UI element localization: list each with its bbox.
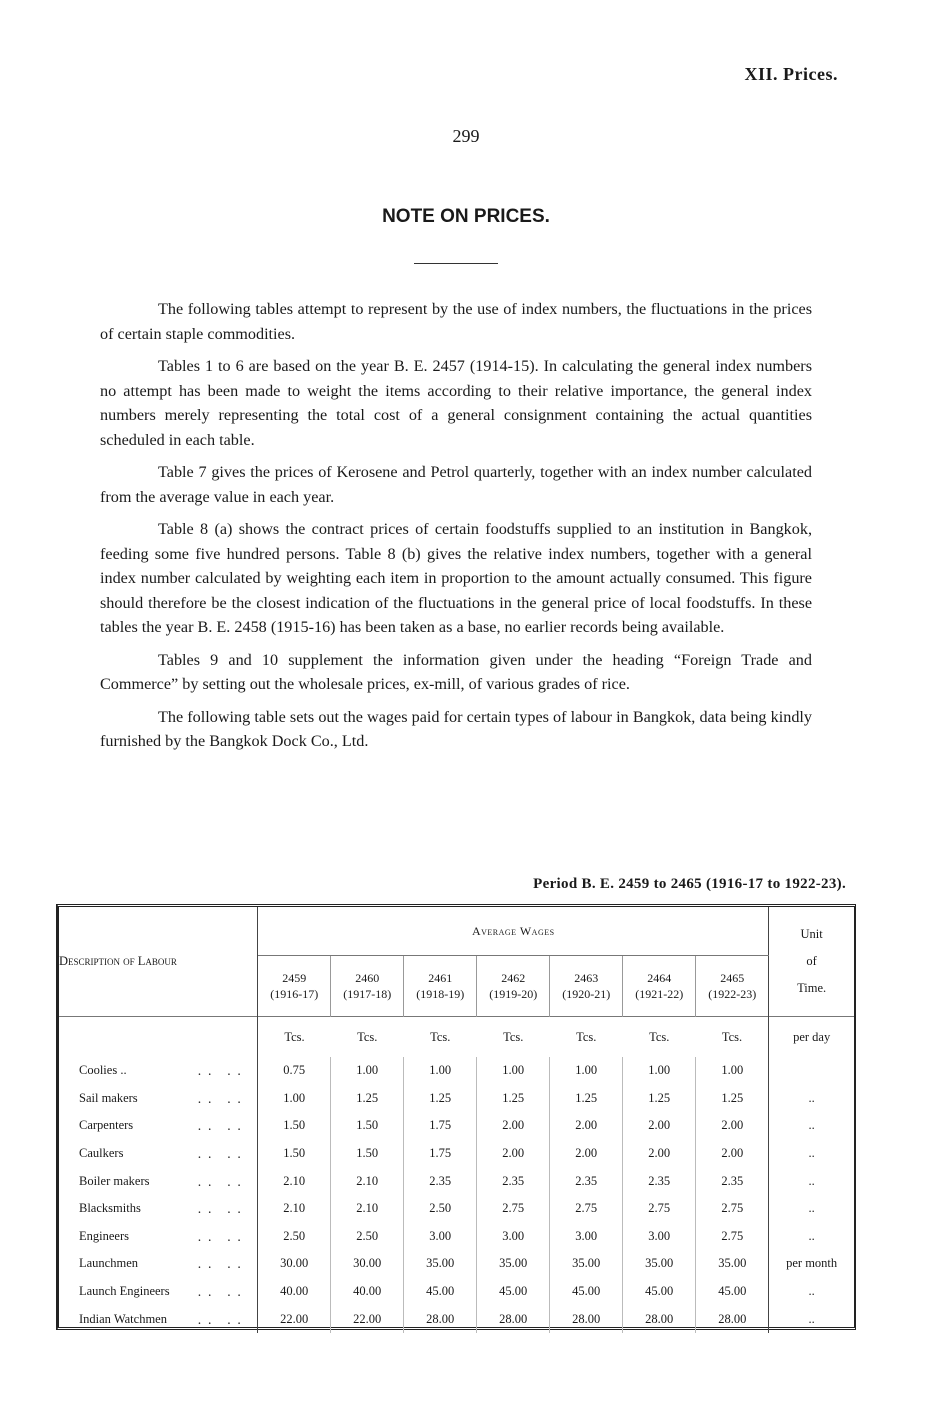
wage-value: 2.00 <box>550 1112 623 1140</box>
labour-name: Carpenters <box>79 1118 134 1133</box>
wage-value: 1.00 <box>331 1057 404 1085</box>
wage-value: 2.35 <box>477 1167 550 1195</box>
wage-value: 45.00 <box>477 1278 550 1306</box>
year-be: 2464 <box>647 971 672 985</box>
wage-value: 2.10 <box>258 1195 331 1223</box>
wage-value: 0.75 <box>258 1057 331 1085</box>
labour-type <box>59 1223 258 1251</box>
wage-value: 2.75 <box>477 1195 550 1223</box>
leader-dots: ․․ ․․ <box>197 1174 248 1189</box>
leader-dots: ․․ ․․ <box>197 1257 248 1272</box>
wage-value: 1.75 <box>404 1140 477 1168</box>
wage-value: 1.75 <box>404 1112 477 1140</box>
currency-unit: Tcs. <box>477 1017 550 1058</box>
year-be: 2465 <box>720 971 745 985</box>
wage-value: 2.00 <box>477 1112 550 1140</box>
row-unit: .. <box>769 1195 854 1223</box>
wage-value: 2.35 <box>721 1173 744 1188</box>
wage-value: 45.00 <box>718 1284 747 1299</box>
wage-value: 45.00 <box>550 1278 623 1306</box>
labour-type <box>59 1112 258 1140</box>
units-row-label <box>59 1017 258 1058</box>
paragraph-6: The following table sets out the wages paid for certain types of labour in Bangkok, data being kindly furnished by the Bangkok Dock Co., Ltd. <box>100 707 812 750</box>
wage-value: 3.00 <box>550 1223 623 1251</box>
year-ad: (1917-18) <box>343 987 392 1001</box>
wage-value: 3.00 <box>623 1223 696 1251</box>
year-ad: (1920-21) <box>562 987 611 1001</box>
year-header <box>623 956 696 1017</box>
wage-value: 2.35 <box>404 1167 477 1195</box>
average-wages-header: Average Wages <box>258 907 769 956</box>
wage-value: 1.50 <box>331 1112 404 1140</box>
table-row <box>59 1223 854 1251</box>
labour-type <box>59 1278 258 1306</box>
year-be: 2460 <box>355 971 380 985</box>
wage-value: 2.00 <box>721 1146 744 1161</box>
labour-name: Boiler makers <box>79 1173 150 1188</box>
wage-value: 2.00 <box>721 1118 744 1133</box>
wage-value: 40.00 <box>331 1278 404 1306</box>
wage-value: 35.00 <box>550 1250 623 1278</box>
table-row <box>59 1195 854 1223</box>
wage-value: 2.50 <box>331 1223 404 1251</box>
wage-value: 35.00 <box>477 1250 550 1278</box>
wage-value: 2.35 <box>550 1167 623 1195</box>
currency-unit: Tcs. <box>550 1017 623 1058</box>
wage-value: 3.00 <box>404 1223 477 1251</box>
wage-value: 1.50 <box>331 1140 404 1168</box>
year-header <box>696 956 769 1017</box>
table-row <box>59 1250 854 1278</box>
leader-dots: ․․ ․․ <box>197 1119 248 1134</box>
wage-value: 2.00 <box>477 1140 550 1168</box>
wage-value: 28.00 <box>477 1305 550 1333</box>
labour-type <box>59 1057 258 1085</box>
year-header <box>331 956 404 1017</box>
year-header <box>550 956 623 1017</box>
labour-type <box>59 1250 258 1278</box>
wage-value: 28.00 <box>550 1305 623 1333</box>
paragraph-2: Tables 1 to 6 are based on the year B. E. 2457 (1914-15). In calculating the general index numbers no attempt has been made to weight the items according to their relative importance, the general index numbers merely representing the total cost of a general consignment containing the actual quantities scheduled in each table. <box>100 357 812 449</box>
year-be: 2459 <box>282 971 307 985</box>
wage-value: 2.50 <box>258 1223 331 1251</box>
wage-value: 2.00 <box>623 1112 696 1140</box>
body-text <box>100 297 812 762</box>
wage-value: 1.00 <box>404 1057 477 1085</box>
unit-header-line: of <box>806 954 817 968</box>
year-ad: (1918-19) <box>416 987 465 1001</box>
wages-table <box>59 907 854 1333</box>
labour-type <box>59 1140 258 1168</box>
year-ad: (1921-22) <box>635 987 684 1001</box>
wage-value: 1.25 <box>550 1085 623 1113</box>
year-be: 2462 <box>501 971 526 985</box>
year-header <box>477 956 550 1017</box>
row-unit: .. <box>769 1085 854 1113</box>
wage-value: 1.00 <box>258 1085 331 1113</box>
table-row <box>59 1057 854 1085</box>
wage-value: 45.00 <box>404 1278 477 1306</box>
unit-header-line: Unit <box>800 927 823 941</box>
leader-dots: ․․ ․․ <box>197 1064 248 1079</box>
paragraph-5: Tables 9 and 10 supplement the information given under the heading “Foreign Trade and Commerce” by setting out the wholesale prices, ex-mill, of various grades of rice. <box>100 650 812 693</box>
labour-name: Sail makers <box>79 1090 138 1105</box>
row-unit: .. <box>769 1278 854 1306</box>
year-ad: (1922-23) <box>708 987 757 1001</box>
wage-value: 2.50 <box>404 1195 477 1223</box>
wage-value: 2.75 <box>721 1201 744 1216</box>
row-unit: per day <box>769 1017 854 1058</box>
labour-type <box>59 1305 258 1333</box>
unit-header <box>769 907 854 1017</box>
labour-name: Caulkers <box>79 1146 124 1161</box>
section-header: XII. Prices. <box>744 64 838 84</box>
wage-value: 22.00 <box>258 1305 331 1333</box>
leader-dots: ․․ ․․ <box>197 1202 248 1217</box>
labour-name: Coolies .. <box>79 1063 127 1078</box>
row-unit: .. <box>769 1305 854 1333</box>
leader-dots: ․․ ․․ <box>197 1312 248 1327</box>
row-unit: .. <box>769 1223 854 1251</box>
currency-unit: Tcs. <box>331 1017 404 1058</box>
page-title: NOTE ON PRICES. <box>382 206 550 227</box>
leader-dots: ․․ ․․ <box>197 1091 248 1106</box>
paragraph-3: Table 7 gives the prices of Kerosene and Petrol quarterly, together with an index number calculated from the average value in each year. <box>100 463 812 506</box>
wage-value: 40.00 <box>258 1278 331 1306</box>
labour-name: Launch Engineers <box>79 1284 170 1299</box>
labour-name: Launchmen <box>79 1256 139 1271</box>
table-row <box>59 1112 854 1140</box>
wage-value: 2.75 <box>623 1195 696 1223</box>
currency-unit: Tcs. <box>258 1017 331 1058</box>
wage-value: 30.00 <box>331 1250 404 1278</box>
wage-value: 1.25 <box>721 1090 744 1105</box>
leader-dots: ․․ ․․ <box>197 1147 248 1162</box>
wage-value: 1.25 <box>623 1085 696 1113</box>
wage-value: 3.00 <box>477 1223 550 1251</box>
page-number: 299 <box>452 126 480 146</box>
labour-type <box>59 1085 258 1113</box>
wage-value: 2.00 <box>550 1140 623 1168</box>
wage-value: 22.00 <box>331 1305 404 1333</box>
wage-value: 2.35 <box>623 1167 696 1195</box>
year-header <box>258 956 331 1017</box>
wage-value: 1.25 <box>477 1085 550 1113</box>
wage-value: 1.50 <box>258 1112 331 1140</box>
wage-value: 1.25 <box>331 1085 404 1113</box>
wage-value: 1.00 <box>550 1057 623 1085</box>
labour-name: Indian Watchmen <box>79 1311 167 1326</box>
wage-value: 28.00 <box>718 1311 747 1326</box>
year-header <box>404 956 477 1017</box>
currency-unit: Tcs. <box>696 1017 769 1058</box>
row-unit: per month <box>769 1250 854 1278</box>
wages-table-frame <box>56 904 856 1330</box>
year-ad: (1916-17) <box>270 987 319 1001</box>
labour-type <box>59 1195 258 1223</box>
labour-type <box>59 1167 258 1195</box>
paragraph-4: Table 8 (a) shows the contract prices of certain foodstuffs supplied to an institution in Bangkok, feeding some five hundred persons. Table 8 (b) gives the relative index numbers, together with a general index number calculated by weighting each item in proportion to the amount actually consumed. This figure should therefore be the closest indication of the fluctuations in the general price of local foodstuffs. In these tables the year B. E. 2458 (1915-16) has been taken as a base, no earlier records being available. <box>100 520 812 636</box>
wage-value: 35.00 <box>718 1256 747 1271</box>
wage-value: 1.25 <box>404 1085 477 1113</box>
labour-name: Blacksmiths <box>79 1201 141 1216</box>
wage-value: 1.00 <box>477 1057 550 1085</box>
currency-unit: Tcs. <box>623 1017 696 1058</box>
wage-value: 2.10 <box>331 1167 404 1195</box>
wage-value: 35.00 <box>404 1250 477 1278</box>
row-unit: .. <box>769 1167 854 1195</box>
table-row <box>59 1305 854 1333</box>
labour-name: Engineers <box>79 1228 129 1243</box>
wage-value: 35.00 <box>623 1250 696 1278</box>
year-be: 2463 <box>574 971 599 985</box>
wage-value: 1.00 <box>721 1063 744 1078</box>
description-header: Description of Labour <box>59 907 258 1017</box>
year-be: 2461 <box>428 971 453 985</box>
table-row <box>59 1167 854 1195</box>
table-row <box>59 1085 854 1113</box>
leader-dots: ․․ ․․ <box>197 1229 248 1244</box>
wage-value: 2.75 <box>721 1228 744 1243</box>
period-caption: Period B. E. 2459 to 2465 (1916-17 to 1922-23). <box>533 876 846 892</box>
title-divider <box>414 263 498 264</box>
table-row <box>59 1278 854 1306</box>
wage-value: 2.10 <box>331 1195 404 1223</box>
unit-header-line: Time. <box>797 981 827 995</box>
table-row <box>59 1140 854 1168</box>
wage-value: 28.00 <box>404 1305 477 1333</box>
wage-value: 30.00 <box>258 1250 331 1278</box>
paragraph-1: The following tables attempt to represent by the use of index numbers, the fluctuations in the prices of certain staple commodities. <box>100 300 812 343</box>
year-ad: (1919-20) <box>489 987 538 1001</box>
row-unit <box>769 1057 854 1085</box>
row-unit: .. <box>769 1140 854 1168</box>
wage-value: 28.00 <box>623 1305 696 1333</box>
wage-value: 2.10 <box>258 1167 331 1195</box>
leader-dots: ․․ ․․ <box>197 1285 248 1300</box>
wage-value: 1.50 <box>258 1140 331 1168</box>
wage-value: 2.75 <box>550 1195 623 1223</box>
currency-unit: Tcs. <box>404 1017 477 1058</box>
wage-value: 45.00 <box>623 1278 696 1306</box>
wage-value: 1.00 <box>623 1057 696 1085</box>
row-unit: .. <box>769 1112 854 1140</box>
wage-value: 2.00 <box>623 1140 696 1168</box>
